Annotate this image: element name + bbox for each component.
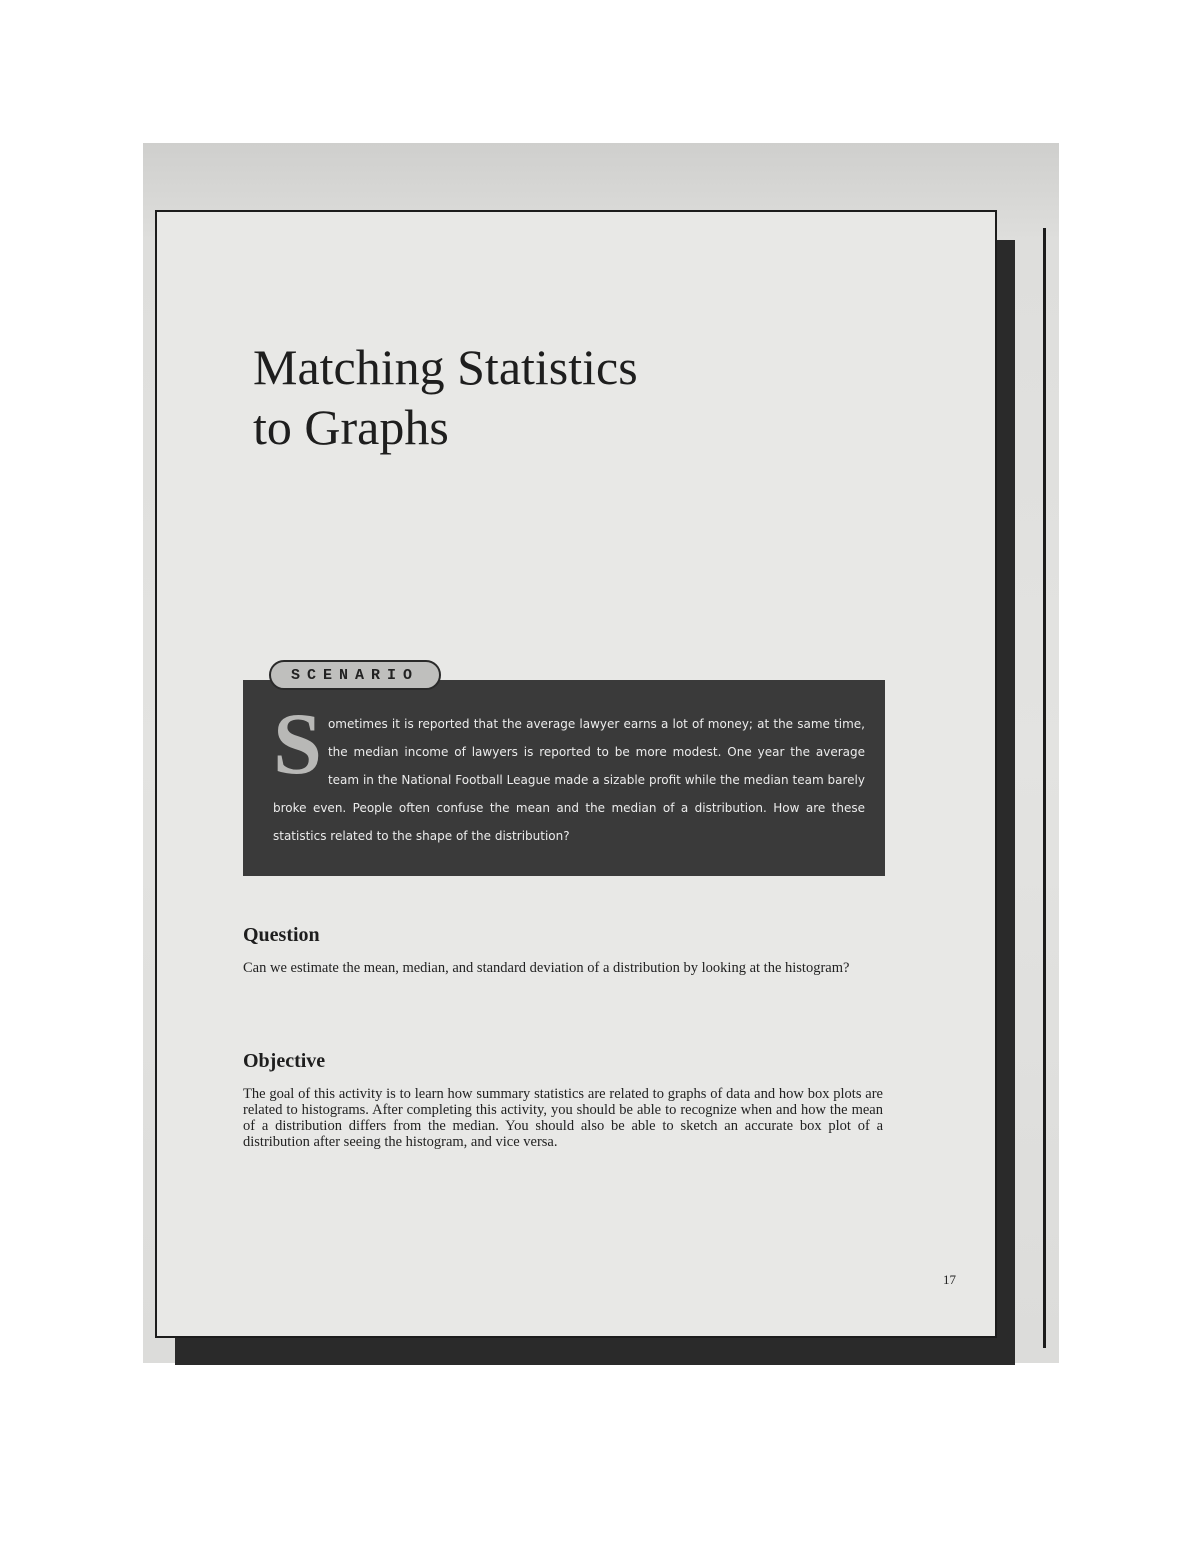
page-title [253,337,893,457]
scenario-box [243,680,885,876]
scenario-label: SCENARIO [269,660,441,690]
next-page-edge [1043,228,1046,1348]
page-number: 17 [943,1272,956,1287]
objective-text: The goal of this activity is to learn how summary statistics are related to graphs of data and how box plots are related to histograms. After completing this activity, you should be able to recognize when and how the mean of a distribution differs from the median. You should also be able to sketch an accurate box plot of a distribution after seeing the histogram, and vice versa. [243,1086,883,1150]
title-line-1: Matching Statistics [253,339,638,395]
scenario-text: ometimes it is reported that the average lawyer earns a lot of money; at the same time, the median income of lawyers is reported to be more modest. One year the average team in the National Football League made a sizable profit while the median team barely broke even. People often confuse the mean and the median of a distribution. How are these statistics related to the shape of the distribution? [273,717,865,843]
book-page [155,210,997,1338]
scenario-drop-cap: S [273,696,322,793]
question-text: Can we estimate the mean, median, and standard deviation of a distribution by looking at the histogram? [243,960,850,976]
objective-heading: Objective [243,1050,326,1072]
title-line-2: to Graphs [253,399,449,455]
question-heading: Question [243,924,320,946]
